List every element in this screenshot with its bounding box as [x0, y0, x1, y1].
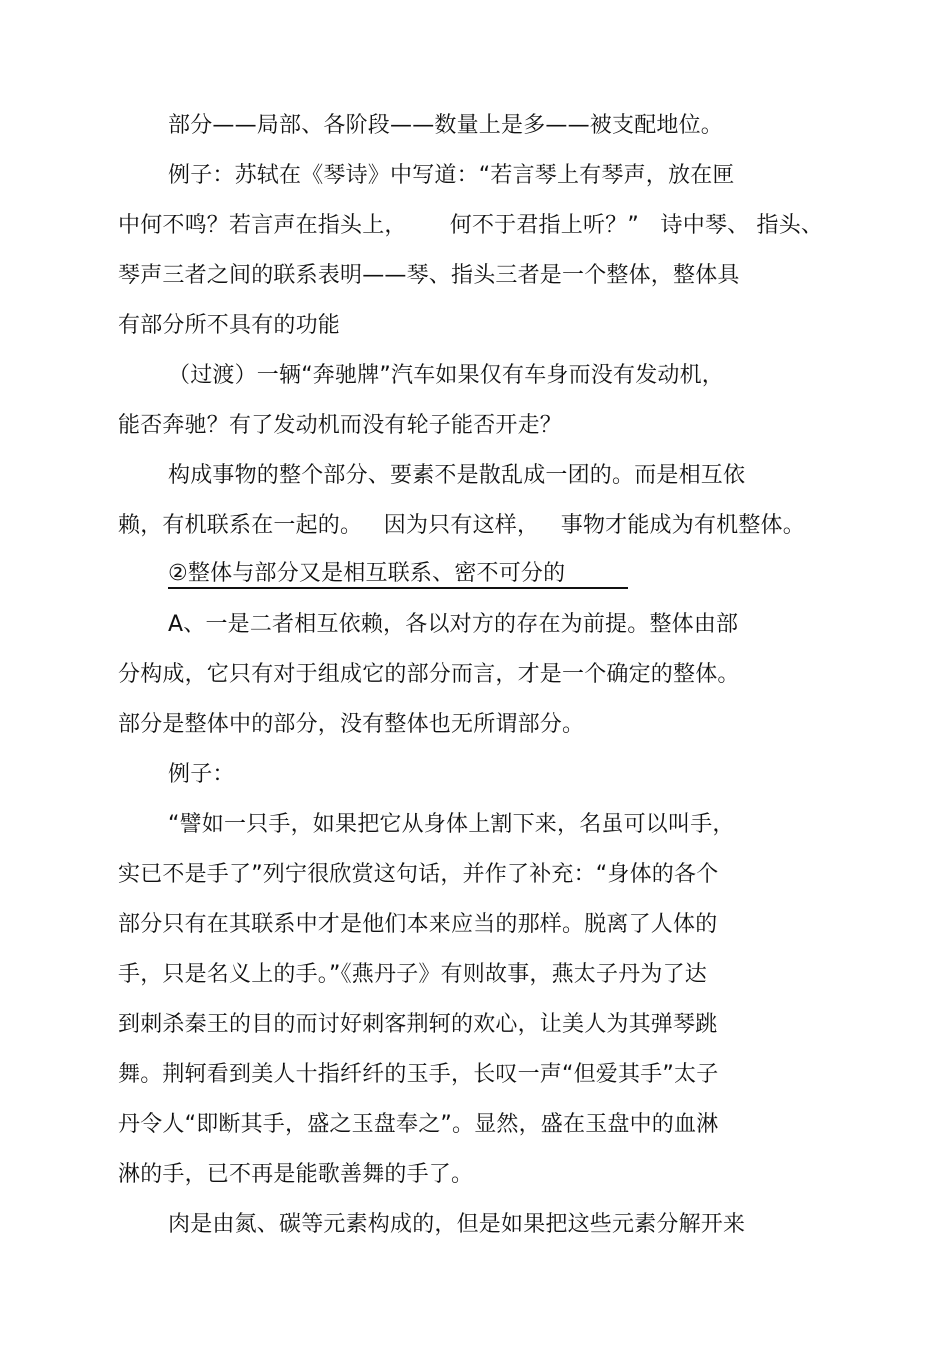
text-line-18: 手，只是名义上的手。”《燕丹子》有则故事，燕太子丹为了达 — [118, 962, 707, 987]
text-line-17: 部分只有在其联系中才是他们本来应当的那样。脱离了人体的 — [118, 912, 718, 937]
section-heading: ②整体与部分又是相互联系、密不可分的 — [168, 561, 566, 586]
text-line-11: A、一是二者相互依赖，各以对方的存在为前提。整体由部 — [168, 612, 739, 637]
heading-underline — [168, 587, 628, 589]
text-line-1: 部分——局部、各阶段——数量上是多——被支配地位。 — [168, 113, 724, 138]
text-line-4: 琴声三者之间的联系表明——琴、指头三者是一个整体，整体具 — [118, 263, 740, 288]
text-line-3: 中何不鸣？若言声在指头上， 何不于君指上听？” 诗中琴、 指头、 — [118, 213, 824, 238]
text-line-21: 丹令人“即断其手，盛之玉盘奉之”。显然，盛在玉盘中的血淋 — [118, 1112, 719, 1137]
text-line-7: 能否奔驰？有了发动机而没有轮子能否开走？ — [118, 413, 563, 438]
text-line-12: 分构成，它只有对于组成它的部分而言，才是一个确定的整体。 — [118, 662, 740, 687]
text-line-8: 构成事物的整个部分、要素不是散乱成一团的。而是相互依 — [168, 463, 746, 488]
text-line-22: 淋的手，已不再是能歌善舞的手了。 — [118, 1162, 474, 1187]
text-line-15: “譬如一只手，如果把它从身体上割下来，名虽可以叫手， — [168, 812, 735, 837]
text-line-5: 有部分所不具有的功能 — [118, 313, 341, 338]
text-line-13: 部分是整体中的部分，没有整体也无所谓部分。 — [118, 712, 585, 737]
text-line-16: 实已不是手了”列宁很欣赏这句话，并作了补充：“身体的各个 — [118, 862, 719, 887]
text-line-19: 到刺杀秦王的目的而讨好刺客荆轲的欢心，让美人为其弹琴跳 — [118, 1012, 718, 1037]
text-line-23: 肉是由氮、碳等元素构成的，但是如果把这些元素分解开来 — [168, 1212, 746, 1237]
text-line-20: 舞。荆轲看到美人十指纤纤的玉手，长叹一声“但爱其手”太子 — [118, 1062, 719, 1087]
text-line-2: 例子：苏轼在《琴诗》中写道：“若言琴上有琴声，放在匣 — [168, 163, 735, 188]
text-line-9: 赖，有机联系在一起的。 因为只有这样， 事物才能成为有机整体。 — [118, 513, 805, 538]
text-line-14: 例子： — [168, 762, 235, 787]
text-line-6: （过渡）一辆“奔驰牌”汽车如果仅有车身而没有发动机， — [168, 363, 724, 388]
